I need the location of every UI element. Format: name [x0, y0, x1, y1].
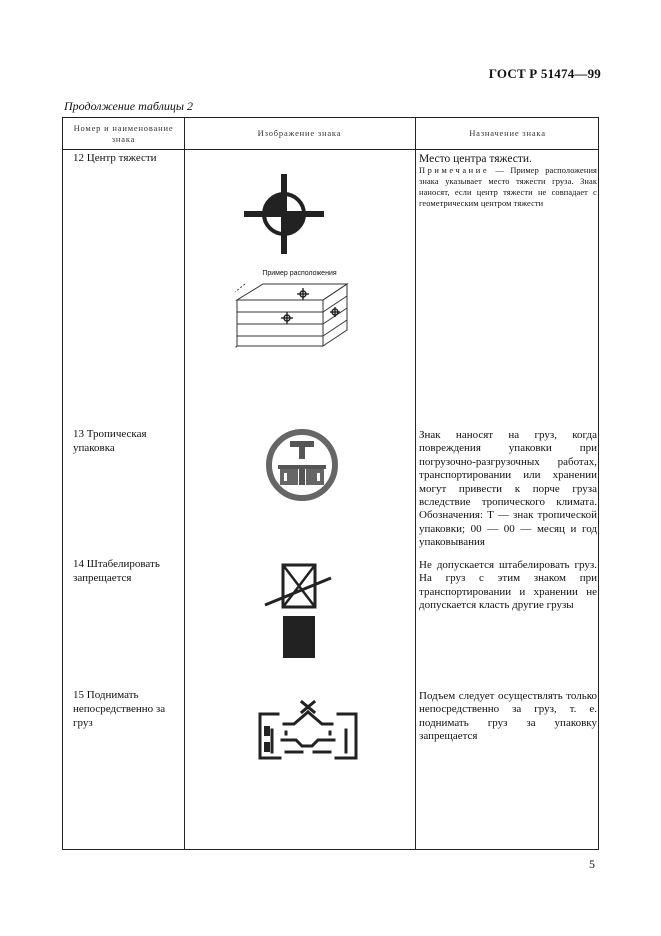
column-header-image: Изображение знака — [257, 128, 342, 139]
column-divider — [415, 118, 416, 849]
example-placement-caption: Пример расположения — [262, 270, 337, 277]
crate-placement-example-icon — [235, 278, 355, 354]
document-code: ГОСТ Р 51474—99 — [488, 66, 601, 81]
table-continuation-label: Продолжение таблицы 2 — [64, 99, 194, 113]
column-header-name-line2: знака — [111, 133, 136, 144]
row-12-note-text: — Пример расположения знака указывает место тяжести груза. Знак наносят, если центр тяжести не совпадает с геометрическим центром тяжести — [419, 166, 597, 208]
row-13-description: Знак наносят на груз, когда повреждения упаковки при погрузочно-разгрузочных работах, транспортировании или хранении могут привести к порче груза вследствие тропического климата. Обозначения: Т — знак тропической упаковки; 00 — 00 — месяц и год упаковывания — [419, 429, 597, 549]
column-header-name-line1: Номер и наименование — [73, 122, 174, 133]
row-14-name: 14 Штабелировать запрещается — [73, 558, 160, 584]
center-of-gravity-icon — [244, 174, 324, 254]
signs-table — [62, 117, 599, 850]
row-15-description: Подъем следует осуществлять только непосредственно за груз, т. е. поднимать груз за упаковку запрещается — [419, 690, 597, 743]
row-12-note-label: Примечание — [419, 166, 490, 176]
header-divider — [63, 149, 598, 150]
column-header-purpose: Назначение знака — [469, 128, 546, 139]
tropical-packaging-icon — [262, 425, 342, 505]
row-15-name: 15 Поднимать непосредственно за груз — [73, 689, 166, 729]
column-divider — [184, 118, 185, 849]
row-13-name: 13 Тропическая упаковка — [73, 428, 147, 454]
no-stacking-icon — [259, 558, 339, 662]
column-header-name — [63, 118, 184, 149]
row-14-description: Не допускается штабелировать груз. На груз с этим знаком при транспортировании и хранении не допускается класть другие грузы — [419, 559, 597, 612]
page-number: 5 — [589, 857, 595, 871]
row-12-name: 12 Центр тяжести — [73, 152, 157, 164]
row-12-desc-head: Место центра тяжести. — [419, 153, 532, 165]
row-12-description — [419, 152, 597, 210]
lift-by-load-icon — [256, 696, 362, 770]
